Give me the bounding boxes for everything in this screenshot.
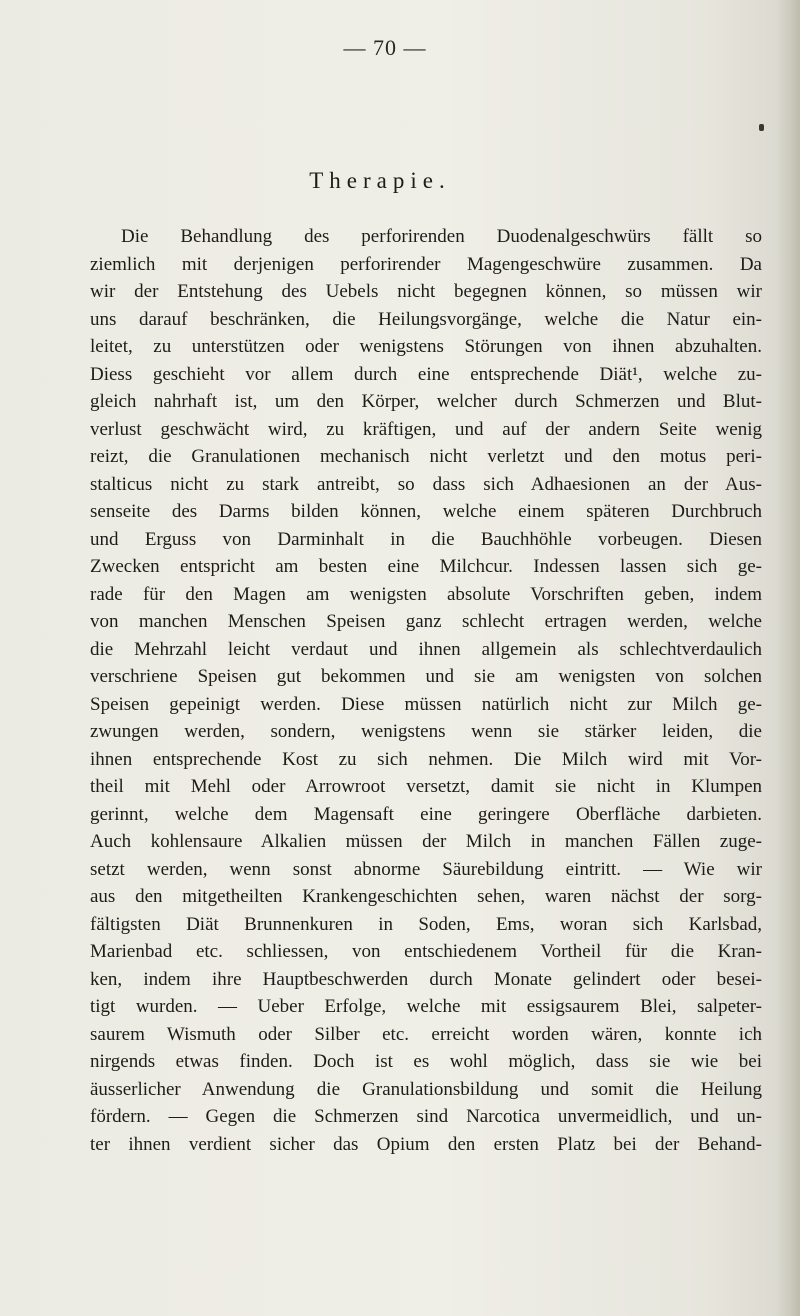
text-line: fältigsten Diät Brunnenkuren in Soden, Ems, woran sich Karlsbad, [90,913,762,935]
text-line: senseite des Darms bilden können, welche einem späteren Durchbruch [90,501,762,522]
section-heading: Therapie. [309,168,451,193]
text-line: ken, indem ihre Hauptbeschwerden durch Monate gelindert oder besei- [90,968,762,990]
text-line: Die Behandlung des perforirenden Duodenalgeschwürs fällt so [121,226,762,247]
text-line: tigt wurden. — Ueber Erfolge, welche mit essigsaurem Blei, salpeter- [90,996,762,1017]
text-line: ter ihnen verdient sicher das Opium den ersten Platz bei der Behand- [90,1133,762,1155]
text-line: setzt werden, wenn sonst abnorme Säurebildung eintritt. — Wie wir [90,858,762,880]
text-line: verlust geschwächt wird, zu kräftigen, und auf der andern Seite wenig [90,418,762,440]
text-line: Zwecken entspricht am besten eine Milchcur. Indessen lassen sich ge- [90,556,762,577]
text-line: gleich nahrhaft ist, um den Körper, welcher durch Schmerzen und Blut- [90,391,762,412]
text-line: Speisen gepeinigt werden. Diese müssen natürlich nicht zur Milch ge- [90,693,762,715]
text-line: aus den mitgetheilten Krankengeschichten sehen, waren nächst der sorg- [90,886,762,907]
text-line: uns darauf beschränken, die Heilungsvorgänge, welche die Natur ein- [90,308,762,330]
text-line: nirgends etwas finden. Doch ist es wohl möglich, dass sie wie bei [90,1051,762,1072]
text-line: äusserlicher Anwendung die Granulationsbildung und somit die Heilung [90,1078,762,1100]
page-edge-shadow [776,0,800,1316]
text-line: von manchen Menschen Speisen ganz schlecht ertragen werden, welche [90,611,762,632]
text-line: Auch kohlensaure Alkalien müssen der Milch in manchen Fällen zuge- [90,831,762,852]
text-line: und Erguss von Darminhalt in die Bauchhöhle vorbeugen. Diesen [90,528,762,550]
text-line: wir der Entstehung des Uebels nicht begegnen können, so müssen wir [90,281,762,302]
text-line: saurem Wismuth oder Silber etc. erreicht worden wären, konnte ich [90,1023,762,1045]
text-line: Diess geschieht vor allem durch eine entsprechende Diät¹, welche zu- [90,363,762,385]
text-line: stalticus nicht zu stark antreibt, so dass sich Adhaesionen an der Aus- [90,473,762,495]
text-line: reizt, die Granulationen mechanisch nicht verletzt und den motus peri- [90,446,762,467]
text-line: die Mehrzahl leicht verdaut und ihnen allgemein als schlechtverdaulich [90,638,762,660]
text-line: rade für den Magen am wenigsten absolute Vorschriften geben, indem [90,583,762,605]
text-line: fördern. — Gegen die Schmerzen sind Narcotica unvermeidlich, und un- [90,1106,762,1127]
text-line: zwungen werden, sondern, wenigstens wenn sie stärker leiden, die [90,721,762,742]
page-number: — 70 — [343,35,427,60]
text-line: ziemlich mit derjenigen perforirender Magengeschwüre zusammen. Da [90,253,762,275]
text-line: theil mit Mehl oder Arrowroot versetzt, damit sie nicht in Klumpen [90,776,762,797]
ink-speck [759,124,764,131]
text-line: Marienbad etc. schliessen, von entschiedenem Vortheil für die Kran- [90,941,762,962]
text-line: gerinnt, welche dem Magensaft eine geringere Oberfläche darbieten. [90,803,762,825]
text-line: leitet, zu unterstützen oder wenigstens Störungen von ihnen abzuhalten. [90,336,762,357]
text-line: ihnen entsprechende Kost zu sich nehmen. Die Milch wird mit Vor- [90,748,762,770]
text-line: verschriene Speisen gut bekommen und sie am wenigsten von solchen [90,666,762,687]
body-paragraph [90,223,762,1158]
